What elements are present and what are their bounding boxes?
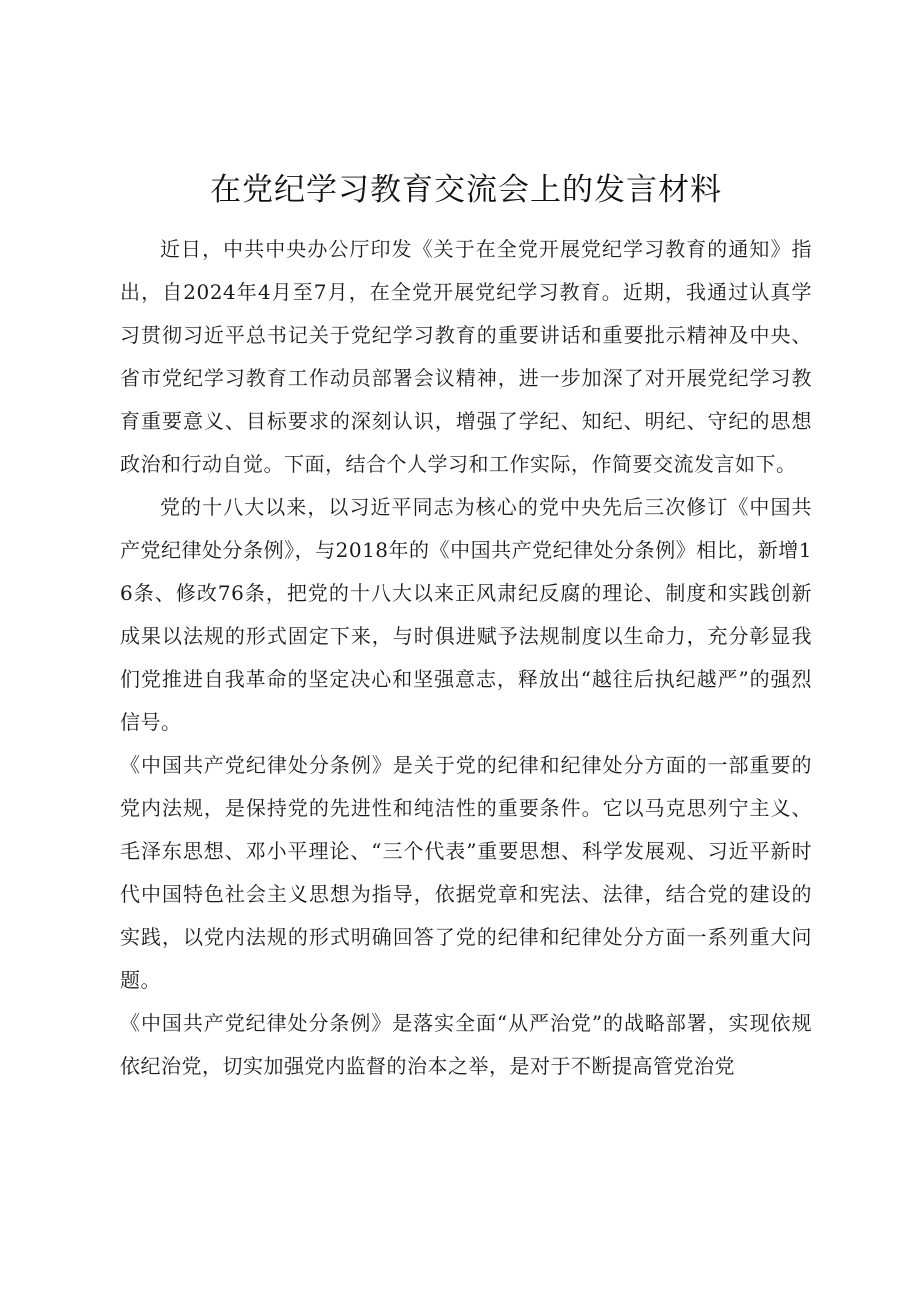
paragraph-1: 近日，中共中央办公厅印发《关于在全党开展党纪学习教育的通知》指出，自2024年4月至7月，在全党开展党纪学习教育。近期，我通过认真学习贯彻习近平总书记关于党纪学习教育的重要讲话和重要批示精神及中央、省市党纪学习教育工作动员部署会议精神，进一步加深了对开展党纪学习教育重要意义、目标要求的深刻认识，增强了学纪、知纪、明纪、守纪的思想政治和行动自觉。下面，结合个人学习和工作实际，作简要交流发言如下。 (120, 237, 812, 476)
paragraph-2: 党的十八大以来，以习近平同志为核心的党中央先后三次修订《中国共产党纪律处分条例》，与2018年的《中国共产党纪律处分条例》相比，新增16条、修改76条，把党的十八大以来正风肃纪反腐的理论、制度和实践创新成果以法规的形式固定下来，与时俱进赋予法规制度以生命力，充分彰显我们党推进自我革命的坚定决心和坚强意志，释放出“越往后执纪越严”的强烈信号。 (120, 495, 812, 734)
paragraph-3: 《中国共产党纪律处分条例》是关于党的纪律和纪律处分方面的一部重要的党内法规，是保持党的先进性和纯洁性的重要条件。它以马克思列宁主义、毛泽东思想、邓小平理论、“三个代表”重要思想、科学发展观、习近平新时代中国特色社会主义思想为指导，依据党章和宪法、法律，结合党的建设的实践，以党内法规的形式明确回答了党的纪律和纪律处分方面一系列重大问题。 (120, 753, 812, 992)
paragraph-4: 《中国共产党纪律处分条例》是落实全面“从严治党”的战略部署，实现依规依纪治党，切实加强党内监督的治本之举，是对于不断提高管党治党 (120, 1011, 812, 1078)
document-title: 在党纪学习教育交流会上的发言材料 (210, 172, 722, 208)
